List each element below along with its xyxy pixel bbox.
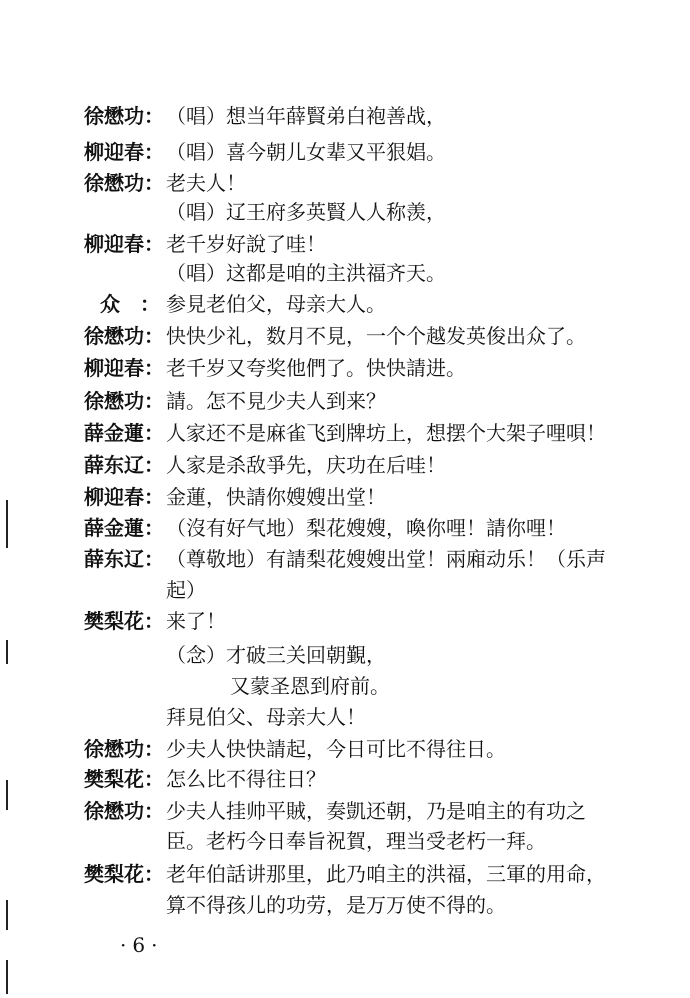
dialogue-text: （念）才破三关回朝覲， [166,643,386,667]
dialogue-text: （唱）想当年薛賢弟白袍善战， [166,104,446,128]
dialogue-text: 又蒙圣恩到府前。 [230,674,390,698]
dialogue-text: 参見老伯父，母亲大人。 [166,292,386,316]
speaker-name: 徐懋功： [84,737,164,761]
speaker-name: 樊梨花： [84,609,164,633]
scan-edge-mark [6,500,8,548]
dialogue-text: 人家是杀敌爭先，庆功在后哇！ [166,453,446,477]
dialogue-text: 老千岁又夸奖他們了。快快請进。 [166,356,466,380]
speaker-name: 柳迎春： [84,485,164,509]
dialogue-text: 老年伯話讲那里，此乃咱主的洪福，三軍的用命， [166,862,606,886]
page-number: ·6· [120,933,164,957]
dialogue-text: 老千岁好說了哇！ [166,232,326,256]
speaker-name: 众 ： [100,292,160,316]
dialogue-text: 来了！ [166,609,226,633]
dialogue-text: 金蓮，快請你嫂嫂出堂！ [166,485,386,509]
speaker-name: 柳迎春： [84,232,164,256]
speaker-name: 徐懋功： [84,389,164,413]
scan-edge-mark [6,960,8,994]
scan-edge-mark [6,640,8,664]
speaker-name: 樊梨花： [84,862,164,886]
dialogue-text: 少夫人挂帅平賊，奏凱还朝，乃是咱主的有功之 [166,799,586,823]
dialogue-text: 快快少礼，数月不見，一个个越发英俊出众了。 [166,324,586,348]
dialogue-text: （唱）喜今朝儿女辈又平狠娼。 [166,140,446,164]
dialogue-text: 人家还不是麻雀飞到牌坊上，想摆个大架子哩唄！ [166,421,606,445]
dialogue-text: （尊敬地）有請梨花嫂嫂出堂！兩廂动乐！（乐声 [166,547,606,571]
dialogue-text: 老夫人！ [166,171,246,195]
dialogue-text: 怎么比不得往日？ [166,767,326,791]
scan-edge-mark [6,780,8,810]
speaker-name: 薛金蓮： [84,421,164,445]
dialogue-text: （唱）辽王府多英賢人人称羡， [166,200,446,224]
dialogue-text: 臣。老朽今日奉旨祝賀，理当受老朽一拜。 [166,829,546,853]
speaker-name: 薛东辽： [84,453,164,477]
dialogue-text: 拜見伯父、母亲大人！ [166,705,366,729]
scan-edge-mark [6,900,8,930]
dialogue-text: 起） [166,578,206,602]
speaker-name: 柳迎春： [84,356,164,380]
dialogue-text: 算不得孩儿的功劳，是万万使不得的。 [166,893,506,917]
speaker-name: 薛金蓮： [84,516,164,540]
speaker-name: 徐懋功： [84,171,164,195]
speaker-name: 柳迎春： [84,140,164,164]
speaker-name: 薛东辽： [84,547,164,571]
speaker-name: 徐懋功： [84,324,164,348]
dialogue-text: 請。怎不見少夫人到来？ [166,389,386,413]
dialogue-text: 少夫人快快請起，今日可比不得往日。 [166,737,506,761]
speaker-name: 樊梨花： [84,767,164,791]
dialogue-text: （唱）这都是咱的主洪福齐天。 [166,261,446,285]
dialogue-text: （沒有好气地）梨花嫂嫂，喚你哩！請你哩！ [166,516,566,540]
speaker-name: 徐懋功： [84,799,164,823]
speaker-name: 徐懋功： [84,104,164,128]
